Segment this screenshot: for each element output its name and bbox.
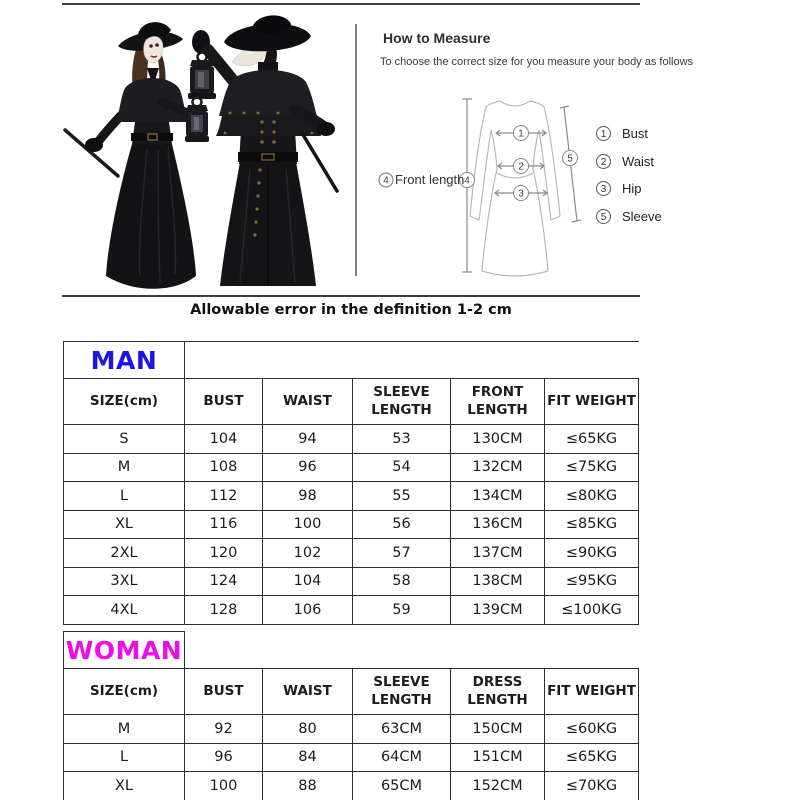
value-cell: 139CM xyxy=(451,596,545,625)
value-cell: 134CM xyxy=(451,482,545,511)
man-size-table xyxy=(63,341,639,625)
measure-title: How to Measure xyxy=(383,30,491,46)
measure-subtitle: To choose the correct size for you measure your body as follows xyxy=(380,56,694,68)
value-cell: 150CM xyxy=(451,715,545,744)
legend-label: Hip xyxy=(622,181,642,197)
table-row xyxy=(64,539,639,568)
svg-text:2: 2 xyxy=(518,161,524,173)
size-cell: M xyxy=(64,715,185,744)
value-cell: ≤75KG xyxy=(545,453,639,482)
value-cell: 100 xyxy=(185,772,263,800)
product-photo xyxy=(62,4,354,296)
caption-spacer xyxy=(185,342,639,379)
column-header: SIZE(cm) xyxy=(64,379,185,425)
size-cell: M xyxy=(64,453,185,482)
value-cell: 59 xyxy=(353,596,451,625)
value-cell: 138CM xyxy=(451,567,545,596)
value-cell: 92 xyxy=(185,715,263,744)
photo-divider xyxy=(355,24,357,276)
size-cell: L xyxy=(64,743,185,772)
table-row xyxy=(64,772,639,800)
value-cell: 151CM xyxy=(451,743,545,772)
woman-skirt xyxy=(106,144,196,289)
caption-spacer xyxy=(185,632,639,669)
table-caption: MAN xyxy=(64,342,185,379)
svg-text:3: 3 xyxy=(518,188,524,200)
size-cell: S xyxy=(64,425,185,454)
value-cell: 120 xyxy=(185,539,263,568)
value-cell: ≤90KG xyxy=(545,539,639,568)
lantern2-glow xyxy=(194,117,199,130)
header-row xyxy=(64,379,639,425)
value-cell: 96 xyxy=(185,743,263,772)
value-cell: 104 xyxy=(263,567,353,596)
caption-row xyxy=(64,632,639,669)
value-cell: 80 xyxy=(263,715,353,744)
value-cell: 94 xyxy=(263,425,353,454)
lantern2-cap xyxy=(186,105,208,111)
table-row xyxy=(64,743,639,772)
woman-glove xyxy=(85,138,103,152)
value-cell: 102 xyxy=(263,539,353,568)
svg-text:4: 4 xyxy=(464,175,470,187)
circled-number-icon: 5 xyxy=(596,209,611,224)
value-cell: ≤65KG xyxy=(545,743,639,772)
table-row xyxy=(64,567,639,596)
size-cell: L xyxy=(64,482,185,511)
table-row xyxy=(64,482,639,511)
column-header: FRONT LENGTH xyxy=(451,379,545,425)
value-cell: 58 xyxy=(353,567,451,596)
value-cell: 152CM xyxy=(451,772,545,800)
caption-row xyxy=(64,342,639,379)
circled-number-icon: 2 xyxy=(596,154,611,169)
svg-text:Front length: Front length xyxy=(395,172,465,187)
column-header: WAIST xyxy=(263,669,353,715)
circled-number-icon: 3 xyxy=(596,181,611,196)
lantern2-base xyxy=(185,136,209,142)
table-row xyxy=(64,596,639,625)
value-cell: 136CM xyxy=(451,510,545,539)
column-header: DRESS LENGTH xyxy=(451,669,545,715)
value-cell: 55 xyxy=(353,482,451,511)
value-cell: 100 xyxy=(263,510,353,539)
value-cell: 84 xyxy=(263,743,353,772)
value-cell: 108 xyxy=(185,453,263,482)
table-row xyxy=(64,425,639,454)
measure-legend xyxy=(596,120,662,230)
woman-costume-figure xyxy=(65,22,196,289)
woman-capelet xyxy=(117,78,187,122)
woman-size-table xyxy=(63,631,639,800)
value-cell: ≤65KG xyxy=(545,425,639,454)
value-cell: 88 xyxy=(263,772,353,800)
column-header: SLEEVE LENGTH xyxy=(353,379,451,425)
value-cell: ≤70KG xyxy=(545,772,639,800)
legend-item-waist xyxy=(596,148,662,176)
legend-label: Waist xyxy=(622,153,655,169)
legend-item-bust xyxy=(596,120,662,148)
value-cell: 130CM xyxy=(451,425,545,454)
header-row xyxy=(64,669,639,715)
table-row xyxy=(64,510,639,539)
size-cell: 2XL xyxy=(64,539,185,568)
value-cell: ≤100KG xyxy=(545,596,639,625)
doctor-cane xyxy=(302,133,337,191)
lantern-base xyxy=(188,93,216,99)
table-row xyxy=(64,715,639,744)
column-header: FIT WEIGHT xyxy=(545,379,639,425)
value-cell: 137CM xyxy=(451,539,545,568)
tolerance-note: Allowable error in the definition 1-2 cm xyxy=(190,302,512,318)
legend-item-sleeve xyxy=(596,203,662,231)
column-header: FIT WEIGHT xyxy=(545,669,639,715)
value-cell: 64CM xyxy=(353,743,451,772)
value-cell: 63CM xyxy=(353,715,451,744)
value-cell: 54 xyxy=(353,453,451,482)
svg-text:1: 1 xyxy=(518,128,524,140)
value-cell: 112 xyxy=(185,482,263,511)
value-cell: 53 xyxy=(353,425,451,454)
front-length-label xyxy=(379,172,464,187)
value-cell: ≤85KG xyxy=(545,510,639,539)
value-cell: 132CM xyxy=(451,453,545,482)
svg-text:5: 5 xyxy=(567,153,573,165)
value-cell: 128 xyxy=(185,596,263,625)
value-cell: 106 xyxy=(263,596,353,625)
legend-label: Sleeve xyxy=(622,208,662,224)
value-cell: 57 xyxy=(353,539,451,568)
size-cell: 3XL xyxy=(64,567,185,596)
column-header: BUST xyxy=(185,379,263,425)
column-header: BUST xyxy=(185,669,263,715)
value-cell: 104 xyxy=(185,425,263,454)
table-caption: WOMAN xyxy=(64,632,185,669)
mask-eye-left xyxy=(149,44,153,48)
size-cell: XL xyxy=(64,510,185,539)
value-cell: ≤60KG xyxy=(545,715,639,744)
value-cell: 116 xyxy=(185,510,263,539)
legend-item-hip xyxy=(596,175,662,203)
column-header: SLEEVE LENGTH xyxy=(353,669,451,715)
column-header: WAIST xyxy=(263,379,353,425)
value-cell: ≤95KG xyxy=(545,567,639,596)
plague-doctor-figure xyxy=(208,15,337,286)
legend-label: Bust xyxy=(622,126,649,142)
circled-number-icon: 1 xyxy=(596,126,611,141)
value-cell: 65CM xyxy=(353,772,451,800)
walking-stick xyxy=(65,130,118,176)
value-cell: 56 xyxy=(353,510,451,539)
mask-eye-right xyxy=(155,43,159,47)
table-row xyxy=(64,453,639,482)
size-cell: 4XL xyxy=(64,596,185,625)
doctor-glove xyxy=(317,122,335,136)
column-header: SIZE(cm) xyxy=(64,669,185,715)
value-cell: 124 xyxy=(185,567,263,596)
value-cell: 98 xyxy=(263,482,353,511)
value-cell: ≤80KG xyxy=(545,482,639,511)
svg-text:4: 4 xyxy=(383,175,389,187)
size-cell: XL xyxy=(64,772,185,800)
value-cell: 96 xyxy=(263,453,353,482)
lantern-glow xyxy=(198,72,204,87)
